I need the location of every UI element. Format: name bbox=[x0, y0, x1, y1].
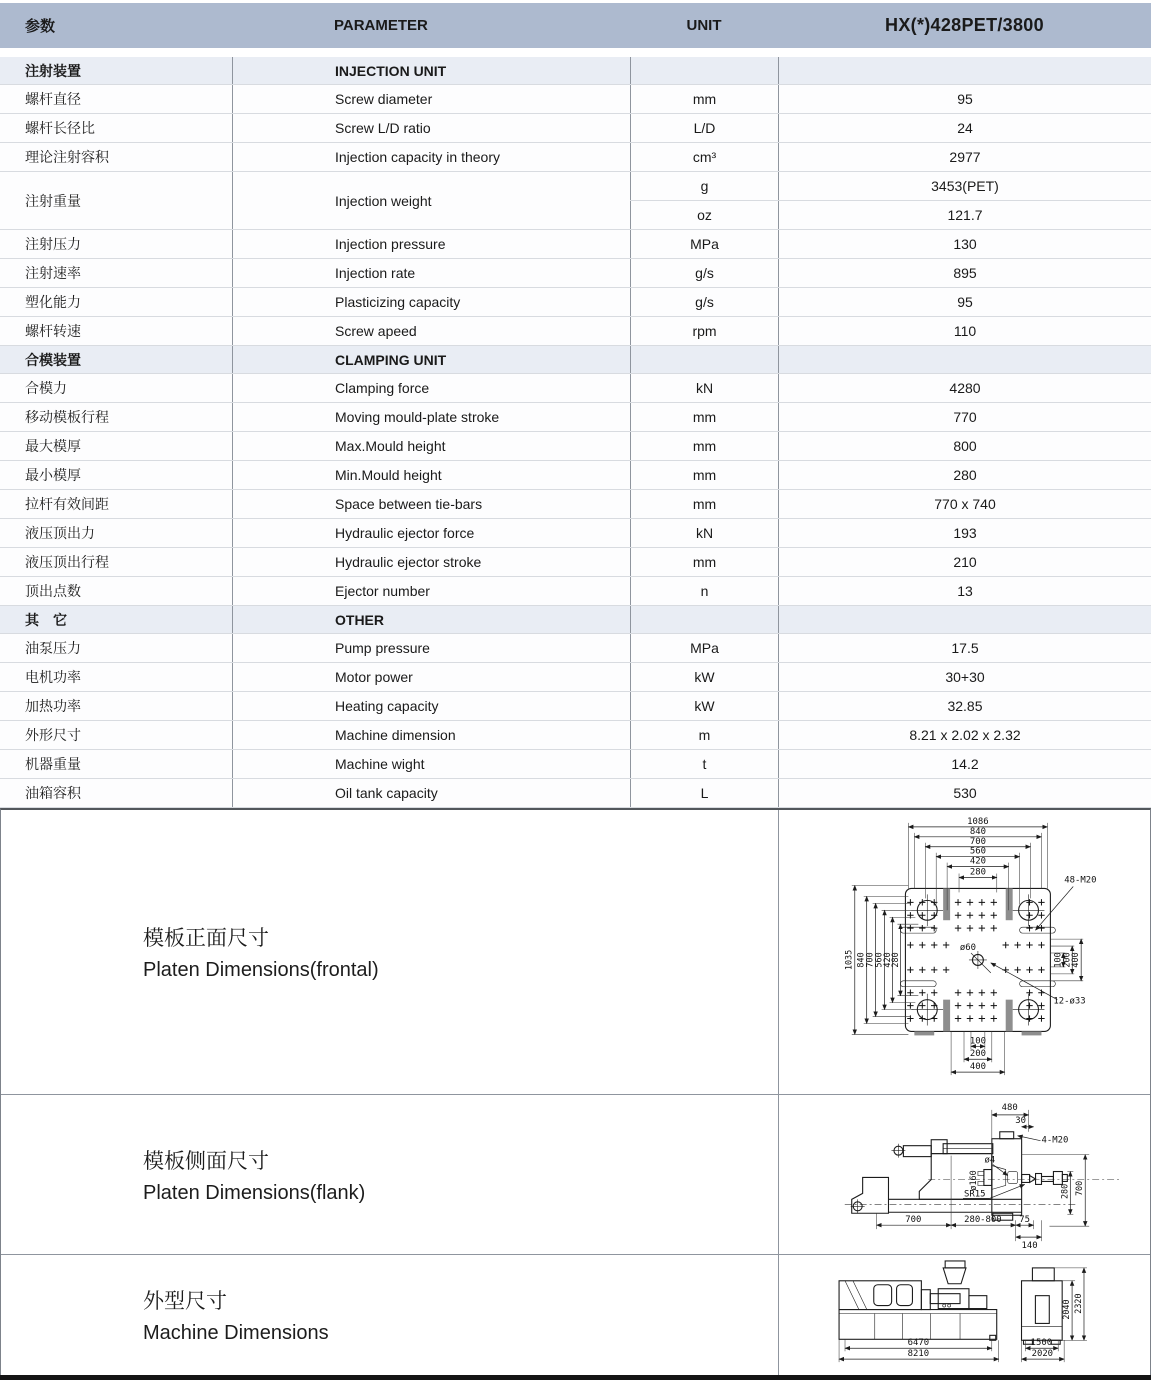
param-unit: g bbox=[630, 172, 778, 200]
param-en: Machine dimension bbox=[232, 721, 630, 749]
section-value-blank bbox=[778, 57, 1151, 84]
section-en: CLAMPING UNIT bbox=[232, 346, 630, 373]
param-en: Screw diameter bbox=[232, 85, 630, 113]
dim-label: 280 bbox=[889, 952, 900, 968]
param-unit: mm bbox=[630, 490, 778, 518]
band-label bbox=[1, 1255, 778, 1375]
param-cn: 外形尺寸 bbox=[25, 727, 81, 743]
dimension-diagrams bbox=[0, 808, 1151, 1375]
param-unit: m bbox=[630, 721, 778, 749]
param-unit: cm³ bbox=[630, 143, 778, 171]
param-en: Injection capacity in theory bbox=[232, 143, 630, 171]
param-unit: t bbox=[630, 750, 778, 778]
subrow-g bbox=[630, 172, 1151, 201]
dim-label: 280-800 bbox=[964, 1215, 1002, 1226]
param-value: 4280 bbox=[778, 374, 1151, 402]
table-row bbox=[0, 692, 1151, 721]
dim-label: ø4 bbox=[984, 1155, 996, 1166]
param-en: Injection pressure bbox=[232, 230, 630, 258]
dim-label: 75 bbox=[1019, 1215, 1030, 1226]
section-value-blank bbox=[778, 606, 1151, 633]
table-row bbox=[0, 663, 1151, 692]
dim-label: 420 bbox=[882, 952, 893, 968]
callout-sr: SR15 bbox=[964, 1189, 986, 1200]
table-row bbox=[0, 490, 1151, 519]
dim-label: 2040 bbox=[1061, 1299, 1072, 1320]
section-cn: 合模装置 bbox=[25, 351, 81, 368]
table-row-injection-weight bbox=[0, 172, 1151, 230]
dim-label: ø160 bbox=[967, 1170, 978, 1191]
section-unit-blank bbox=[630, 57, 778, 84]
table-row bbox=[0, 779, 1151, 808]
param-value: 13 bbox=[778, 577, 1151, 605]
dim-label: 1035 bbox=[843, 949, 854, 971]
param-cn: 电机功率 bbox=[25, 669, 81, 685]
param-cn: 油箱容积 bbox=[25, 785, 81, 801]
table-row bbox=[0, 548, 1151, 577]
page-footer-bar bbox=[0, 1375, 1151, 1380]
section-row-injection bbox=[0, 57, 1151, 85]
param-value: 24 bbox=[778, 114, 1151, 142]
split-unit-value bbox=[630, 172, 1151, 229]
dim-label: 480 bbox=[1001, 1102, 1018, 1113]
param-cn: 加热功率 bbox=[25, 698, 81, 714]
header-gap bbox=[0, 48, 1151, 57]
param-unit: g/s bbox=[630, 288, 778, 316]
tapped-hole-grid bbox=[907, 899, 1044, 1022]
band-platen-frontal bbox=[1, 810, 1150, 1095]
param-unit: L/D bbox=[630, 114, 778, 142]
platen-flank-svg bbox=[779, 1096, 1150, 1253]
param-value: 530 bbox=[778, 779, 1151, 807]
param-value: 280 bbox=[778, 461, 1151, 489]
table-row bbox=[0, 288, 1151, 317]
param-unit: MPa bbox=[630, 634, 778, 662]
param-value: 770 bbox=[778, 403, 1151, 431]
band-machine-dimensions bbox=[1, 1255, 1150, 1375]
section-unit-blank bbox=[630, 606, 778, 633]
param-value: 95 bbox=[778, 85, 1151, 113]
param-unit: mm bbox=[630, 548, 778, 576]
param-en: Pump pressure bbox=[232, 634, 630, 662]
band-label bbox=[1, 1095, 778, 1254]
param-value: 30+30 bbox=[778, 663, 1151, 691]
section-row-clamping bbox=[0, 346, 1151, 374]
section-row-other bbox=[0, 606, 1151, 634]
dim-label: 140 bbox=[1021, 1241, 1038, 1252]
param-value: 2977 bbox=[778, 143, 1151, 171]
param-cn: 螺杆长径比 bbox=[25, 120, 95, 136]
band-label-en: Machine Dimensions bbox=[143, 1322, 329, 1344]
header-unit: UNIT bbox=[686, 17, 722, 34]
param-unit: mm bbox=[630, 432, 778, 460]
param-unit: rpm bbox=[630, 317, 778, 345]
dim-label: 700 bbox=[905, 1215, 922, 1226]
band-label-en: Platen Dimensions(frontal) bbox=[143, 959, 379, 981]
machine-dimensions-svg bbox=[779, 1256, 1150, 1374]
table-row bbox=[0, 230, 1151, 259]
param-en: Min.Mould height bbox=[232, 461, 630, 489]
subrow-oz bbox=[630, 201, 1151, 229]
param-cn: 合模力 bbox=[25, 380, 67, 396]
header-param-en: PARAMETER bbox=[334, 17, 428, 34]
param-cn: 螺杆直径 bbox=[25, 91, 81, 107]
dim-label: 1086 bbox=[967, 816, 989, 827]
table-row bbox=[0, 374, 1151, 403]
param-unit: kN bbox=[630, 519, 778, 547]
table-row bbox=[0, 721, 1151, 750]
dim-label-center: ø60 bbox=[959, 943, 977, 954]
platen-frontal-drawing bbox=[778, 810, 1150, 1094]
param-unit: mm bbox=[630, 461, 778, 489]
dim-label: 200 bbox=[969, 1049, 986, 1060]
table-row bbox=[0, 317, 1151, 346]
platen-frontal-svg bbox=[779, 811, 1150, 1093]
param-value: 210 bbox=[778, 548, 1151, 576]
param-en: Screw apeed bbox=[232, 317, 630, 345]
param-unit: oz bbox=[630, 201, 778, 229]
table-row bbox=[0, 519, 1151, 548]
param-unit: kN bbox=[630, 374, 778, 402]
param-value: 193 bbox=[778, 519, 1151, 547]
section-en: OTHER bbox=[232, 606, 630, 633]
param-en: Hydraulic ejector stroke bbox=[232, 548, 630, 576]
section-cn: 注射装置 bbox=[25, 62, 81, 79]
param-unit: mm bbox=[630, 85, 778, 113]
param-en: Oil tank capacity bbox=[232, 779, 630, 807]
param-unit: L bbox=[630, 779, 778, 807]
band-label-en: Platen Dimensions(flank) bbox=[143, 1181, 366, 1204]
param-en: Injection weight bbox=[232, 172, 630, 229]
dim-label: 1500 bbox=[1030, 1338, 1053, 1349]
param-cn: 液压顶出行程 bbox=[25, 554, 109, 570]
dim-label: 200 bbox=[1061, 952, 1072, 968]
table-row bbox=[0, 577, 1151, 606]
dim-label: 2320 bbox=[1073, 1293, 1084, 1314]
param-en: Space between tie-bars bbox=[232, 490, 630, 518]
param-cn: 最大模厚 bbox=[25, 438, 81, 454]
param-unit: kW bbox=[630, 692, 778, 720]
dimension-chain-top bbox=[908, 817, 1047, 910]
param-cn: 塑化能力 bbox=[25, 294, 81, 310]
machine-dimensions-drawing bbox=[778, 1255, 1150, 1375]
dimension-chain-bottom bbox=[951, 1031, 1005, 1075]
band-label bbox=[1, 810, 778, 1094]
platen-flank-drawing bbox=[778, 1095, 1150, 1254]
dim-label: 840 bbox=[969, 826, 986, 837]
dim-label: 6470 bbox=[907, 1338, 930, 1349]
param-cn: 螺杆转速 bbox=[25, 323, 81, 339]
dim-label: 420 bbox=[969, 856, 986, 867]
param-value: 121.7 bbox=[778, 201, 1151, 229]
section-en: INJECTION UNIT bbox=[232, 57, 630, 84]
dim-label: 700 bbox=[1074, 1180, 1085, 1197]
dim-label: 30 bbox=[1015, 1115, 1027, 1126]
dimension-chain-left bbox=[843, 885, 918, 1034]
dimension-chain-right bbox=[1050, 939, 1083, 981]
param-cn: 机器重量 bbox=[25, 756, 81, 772]
header-model: HX(*)428PET/3800 bbox=[885, 15, 1044, 35]
section-value-blank bbox=[778, 346, 1151, 373]
table-row bbox=[0, 259, 1151, 288]
band-label-cn: 外型尺寸 bbox=[143, 1290, 227, 1313]
param-en: Plasticizing capacity bbox=[232, 288, 630, 316]
param-value: 110 bbox=[778, 317, 1151, 345]
param-cn: 注射压力 bbox=[25, 236, 81, 252]
param-cn: 移动模板行程 bbox=[25, 409, 109, 425]
callout-ejector-holes: 12-ø33 bbox=[1053, 996, 1086, 1007]
table-row bbox=[0, 461, 1151, 490]
param-unit: MPa bbox=[630, 230, 778, 258]
param-cn: 拉杆有效间距 bbox=[25, 496, 109, 512]
dim-label: 8210 bbox=[907, 1349, 930, 1360]
dim-label: 280 bbox=[969, 867, 986, 878]
table-row bbox=[0, 403, 1151, 432]
param-value: 895 bbox=[778, 259, 1151, 287]
param-value: 3453(PET) bbox=[778, 172, 1151, 200]
table-row bbox=[0, 85, 1151, 114]
table-row bbox=[0, 143, 1151, 172]
param-value: 130 bbox=[778, 230, 1151, 258]
dim-label: 560 bbox=[873, 952, 884, 968]
table-row bbox=[0, 114, 1151, 143]
callout-tapped-holes: 48-M20 bbox=[1064, 875, 1097, 886]
section-cn: 其 它 bbox=[25, 611, 67, 628]
section-unit-blank bbox=[630, 346, 778, 373]
param-en: Hydraulic ejector force bbox=[232, 519, 630, 547]
param-en: Heating capacity bbox=[232, 692, 630, 720]
dim-label: 560 bbox=[969, 846, 986, 857]
table-header-row bbox=[0, 3, 1151, 48]
param-cn: 注射重量 bbox=[25, 192, 81, 209]
band-label-cn: 模板正面尺寸 bbox=[143, 927, 269, 950]
dim-label: 700 bbox=[969, 836, 986, 847]
header-param-cn: 参数 bbox=[25, 18, 56, 35]
param-cn: 液压顶出力 bbox=[25, 525, 95, 541]
band-label-cn: 模板侧面尺寸 bbox=[143, 1149, 269, 1173]
dim-label: 100 bbox=[969, 1036, 986, 1047]
param-unit: g/s bbox=[630, 259, 778, 287]
param-en: Moving mould-plate stroke bbox=[232, 403, 630, 431]
param-cn: 顶出点数 bbox=[25, 583, 81, 599]
param-value: 800 bbox=[778, 432, 1151, 460]
param-cn: 最小模厚 bbox=[25, 467, 81, 483]
param-unit: kW bbox=[630, 663, 778, 691]
param-en: Injection rate bbox=[232, 259, 630, 287]
param-unit: mm bbox=[630, 403, 778, 431]
param-value: 32.85 bbox=[778, 692, 1151, 720]
dim-label: 840 bbox=[855, 952, 866, 968]
param-en: Clamping force bbox=[232, 374, 630, 402]
param-value: 95 bbox=[778, 288, 1151, 316]
callout-bolts: 4-M20 bbox=[1041, 1135, 1069, 1146]
band-platen-flank bbox=[1, 1095, 1150, 1255]
param-cn: 油泵压力 bbox=[25, 640, 81, 656]
table-row bbox=[0, 432, 1151, 461]
param-unit: n bbox=[630, 577, 778, 605]
param-value: 17.5 bbox=[778, 634, 1151, 662]
dim-label: 100 bbox=[1052, 952, 1063, 968]
param-en: Screw L/D ratio bbox=[232, 114, 630, 142]
table-row bbox=[0, 634, 1151, 663]
dim-label: 400 bbox=[969, 1062, 986, 1073]
dim-label: 280 bbox=[1059, 1183, 1070, 1200]
param-cn: 理论注射容积 bbox=[25, 149, 109, 165]
dim-label: 700 bbox=[864, 952, 875, 968]
dim-label: 400 bbox=[1070, 952, 1081, 968]
param-cn: 注射速率 bbox=[25, 265, 81, 281]
param-value: 8.21 x 2.02 x 2.32 bbox=[778, 721, 1151, 749]
dim-label: 2020 bbox=[1031, 1349, 1054, 1360]
param-value: 770 x 740 bbox=[778, 490, 1151, 518]
param-en: Motor power bbox=[232, 663, 630, 691]
param-en: Max.Mould height bbox=[232, 432, 630, 460]
param-en: Ejector number bbox=[232, 577, 630, 605]
param-en: Machine wight bbox=[232, 750, 630, 778]
table-row bbox=[0, 750, 1151, 779]
param-value: 14.2 bbox=[778, 750, 1151, 778]
